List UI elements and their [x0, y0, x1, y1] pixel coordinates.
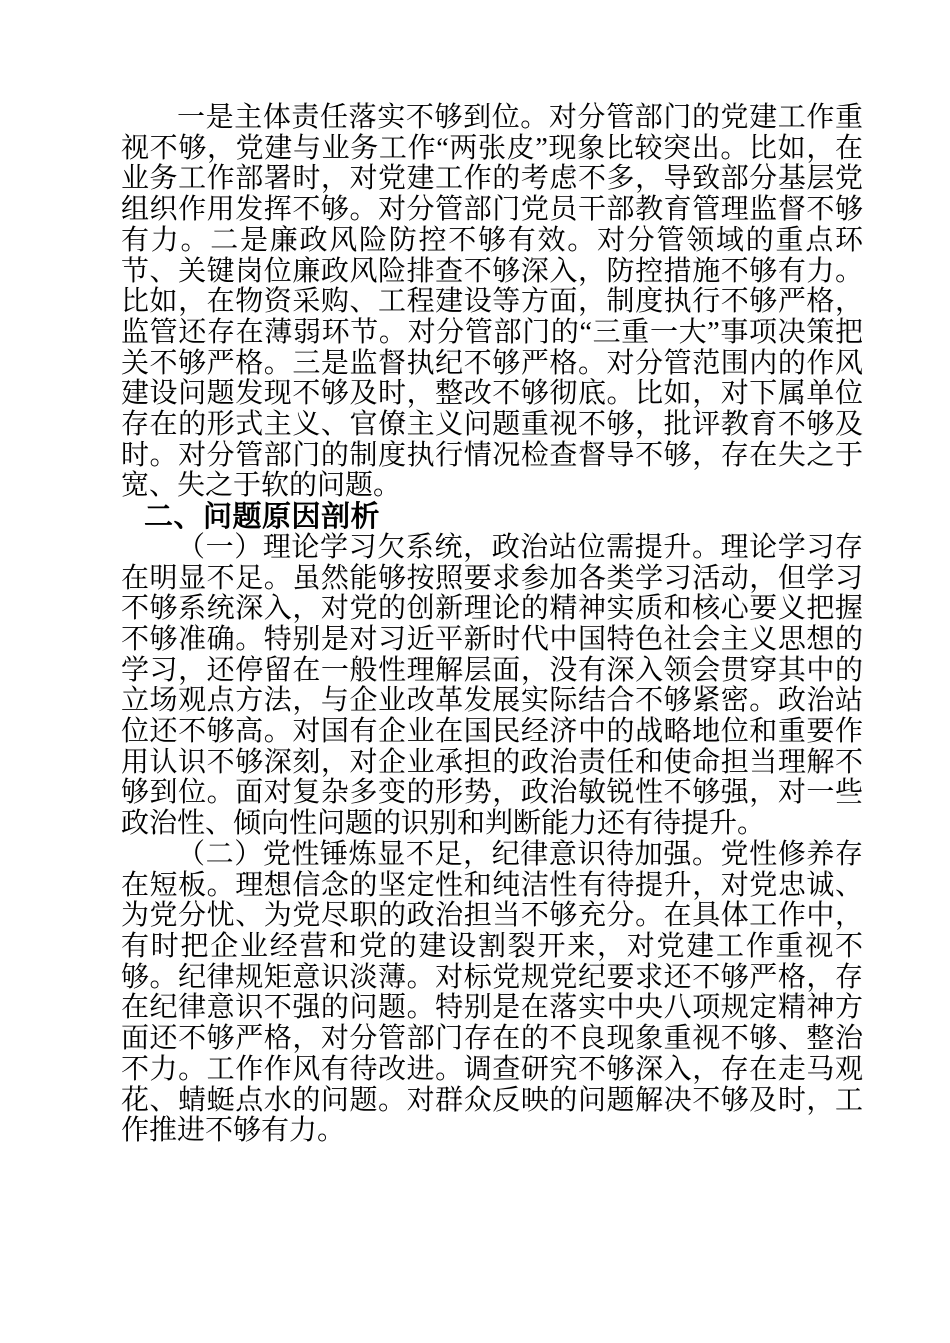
- text-block: [121, 103, 863, 1147]
- paragraph-responsibility-issues: 一是主体责任落实不够到位。对分管部门的党建工作重视不够，党建与业务工作“两张皮”现象比较突出。比如，在业务工作部署时，对党建工作的考虑不多，导致部分基层党组织作用发挥不够。对分管部门党员干部教育管理监督不够有力。二是廉政风险防控不够有效。对分管领域的重点环节、关键岗位廉政风险排查不够深入，防控措施不够有力。比如，在物资采购、工程建设等方面，制度执行不够严格，监管还存在薄弱环节。对分管部门的“三重一大”事项决策把关不够严格。三是监督执纪不够严格。对分管范围内的作风建设问题发现不够及时，整改不够彻底。比如，对下属单位存在的形式主义、官僚主义问题重视不够，批评教育不够及时。对分管部门的制度执行情况检查督导不够，存在失之于宽、失之于软的问题。: [121, 102, 863, 502]
- paragraph-theory-study: （一）理论学习欠系统，政治站位需提升。理论学习存在明显不足。虽然能够按照要求参加各类学习活动，但学习不够系统深入，对党的创新理论的精神实质和核心要义把握不够准确。特别是对习近平新时代中国特色社会主义思想的学习，还停留在一般性理解层面，没有深入领会贯穿其中的立场观点方法，与企业改革发展实际结合不够紧密。政治站位还不够高。对国有企业在国民经济中的战略地位和重要作用认识不够深刻，对企业承担的政治责任和使命担当理解不够到位。面对复杂多变的形势，政治敏锐性不够强，对一些政治性、倾向性问题的识别和判断能力还有待提升。: [121, 531, 863, 840]
- paragraph-party-spirit: （二）党性锤炼显不足，纪律意识待加强。党性修养存在短板。理想信念的坚定性和纯洁性有待提升，对党忠诚、为党分忧、为党尽职的政治担当不够充分。在具体工作中，有时把企业经营和党的建设割裂开来，对党建工作重视不够。纪律规矩意识淡薄。对标党规党纪要求还不够严格，存在纪律意识不强的问题。特别是在落实中央八项规定精神方面还不够严格，对分管部门存在的不良现象重视不够、整治不力。工作作风有待改进。调查研究不够深入，存在走马观花、蜻蜓点水的问题。对群众反映的问题解决不够及时，工作推进不够有力。: [121, 838, 863, 1147]
- section-heading-problem-cause-analysis: 二、问题原因剖析: [144, 501, 381, 534]
